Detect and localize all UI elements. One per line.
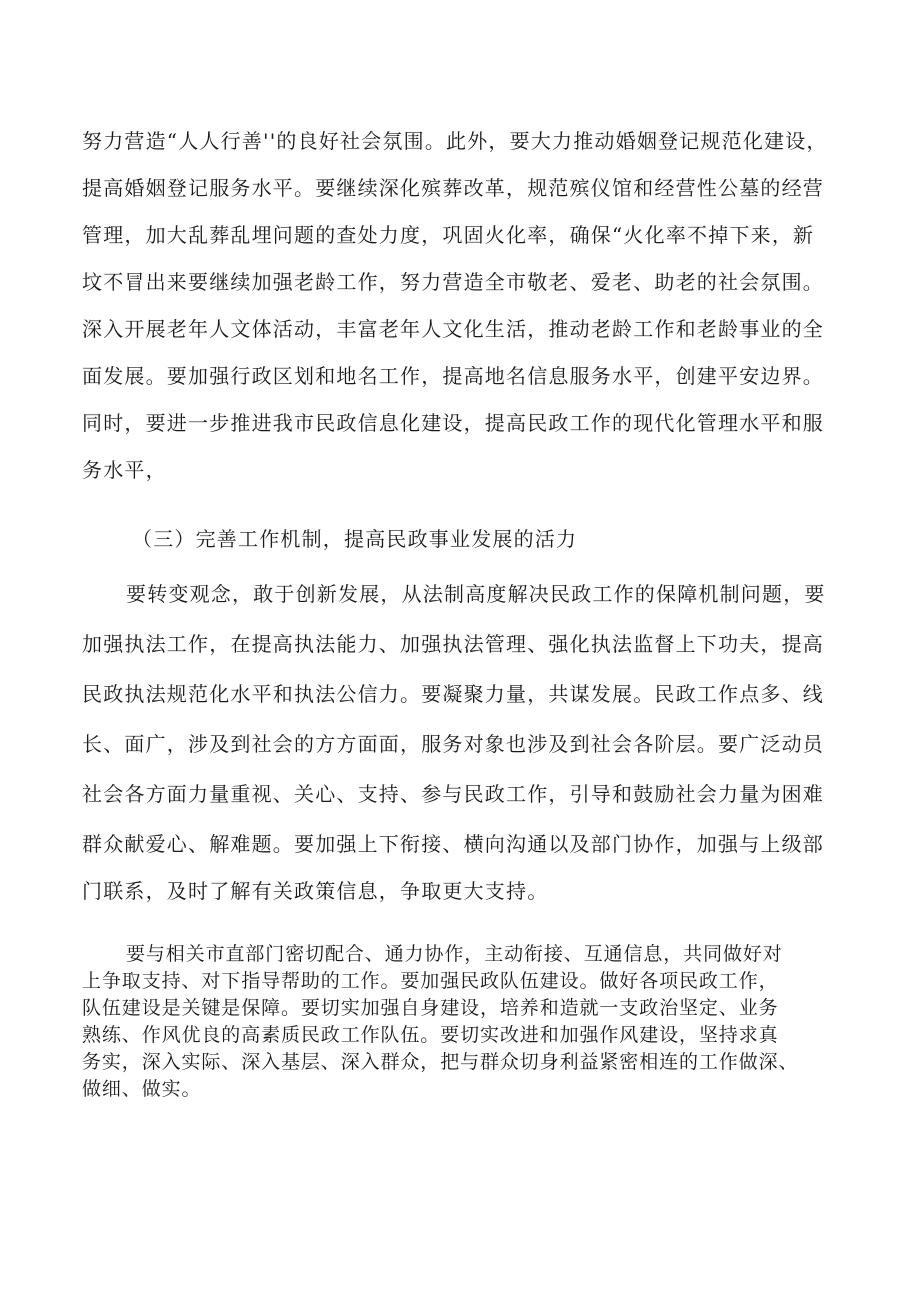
text-line: 队伍建设是关键是保障。要切实加强自身建设，培养和造就一支政治坚定、业务: [82, 997, 779, 1019]
text-line: 做细、做实。: [82, 1078, 202, 1100]
text-line: 民政执法规范化水平和执法公信力。要凝聚力量，共谋发展。民政工作点多、线: [82, 682, 824, 706]
text-line: 门联系，及时了解有关政策信息，争取更大支持。: [82, 879, 549, 903]
text-line: 加强执法工作，在提高执法能力、加强执法管理、强化执法监督上下功夫，提高: [82, 632, 824, 656]
text-line: 提高婚姻登记服务水平。要继续深化殡葬改革，规范殡仪馆和经营性公墓的经营: [82, 176, 824, 200]
text-line: 努力营造“人人行善''的良好社会氛围。此外，要大力推动婚姻登记规范化建设，: [82, 129, 828, 153]
text-line: 群众献爱心、解难题。要加强上下衔接、横向沟通以及部门协作，加强与上级部: [82, 832, 824, 856]
text-line: 管理，加大乱葬乱埋问题的查处力度，巩固火化率，确保“火化率不掉下来，新: [82, 223, 815, 247]
text-line: 熟练、作风优良的高素质民政工作队伍。要切实改进和加强作风建设，坚持求真: [82, 1024, 779, 1046]
text-line: 坟不冒出来要继续加强老龄工作，努力营造全市敬老、爱老、助老的社会氛围。: [82, 270, 824, 294]
text-line: 务水平，: [82, 458, 167, 482]
section-heading-text: （三）完善工作机制，提高民政事业发展的活力: [132, 527, 578, 551]
text-line: 面发展。要加强行政区划和地名工作，提高地名信息服务水平，创建平安边界。: [82, 364, 824, 388]
text-line: 要转变观念，敢于创新发展，从法制高度解决民政工作的保障机制问题，要: [126, 582, 826, 606]
text-line: 要与相关市直部门密切配合、通力协作，主动衔接、互通信息，共同做好对: [126, 943, 783, 965]
text-line: 务实，深入实际、深入基层、深入群众，把与群众切身利益紧密相连的工作做深、: [82, 1051, 799, 1073]
text-line: 深入开展老年人文体活动，丰富老年人文化生活，推动老龄工作和老龄事业的全: [82, 317, 824, 341]
text-line: 同时，要进一步推进我市民政信息化建设，提高民政工作的现代化管理水平和服: [82, 411, 824, 435]
text-line: 长、面广，涉及到社会的方方面面，服务对象也涉及到社会各阶层。要广泛动员: [82, 732, 824, 756]
text-line: 社会各方面力量重视、关心、支持、参与民政工作，引导和鼓励社会力量为困难: [82, 782, 824, 806]
text-line: 上争取支持、对下指导帮助的工作。要加强民政队伍建设。做好各项民政工作，: [82, 970, 779, 992]
